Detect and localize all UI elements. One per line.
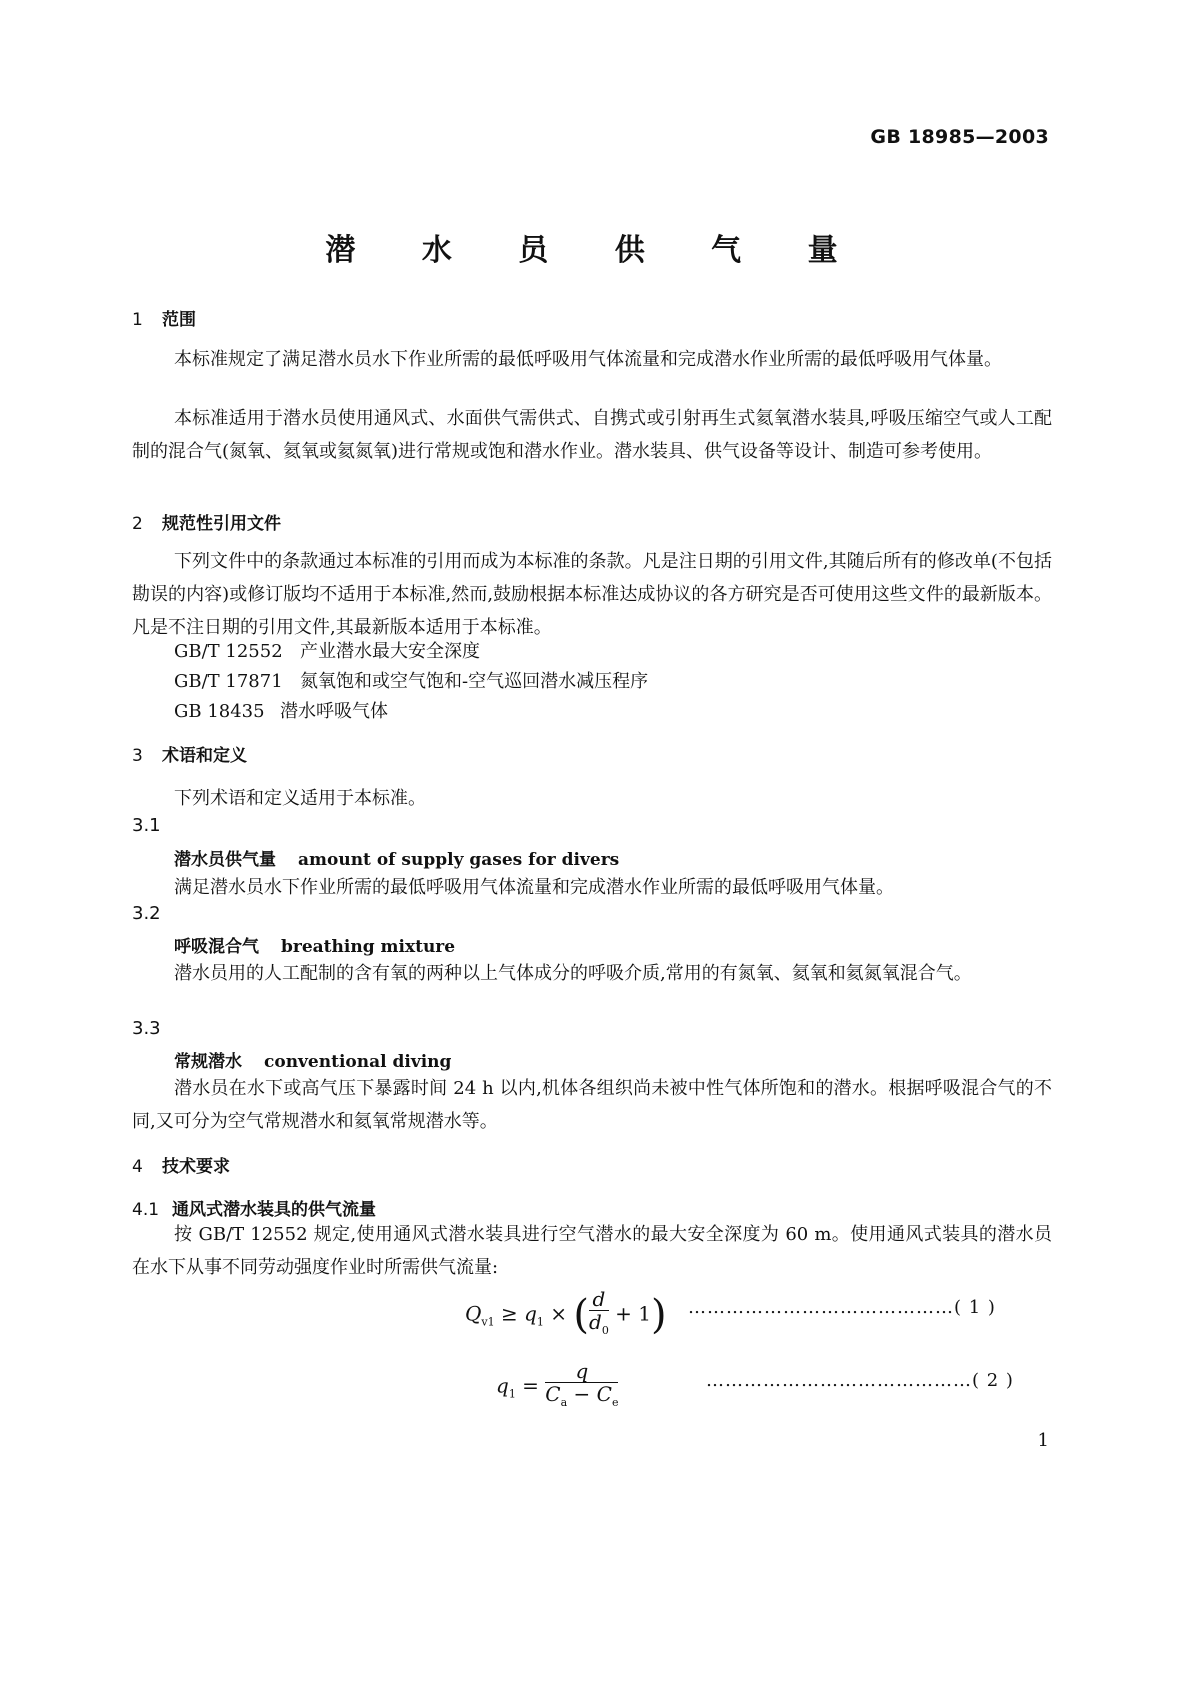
section-1-heading: [132, 305, 196, 330]
reference-code: GB/T 12552: [174, 641, 283, 662]
term-definition: 满足潜水员水下作业所需的最低呼吸用气体流量和完成潜水作业所需的最低呼吸用气体量。: [174, 877, 894, 898]
page-title: 潜 水 员 供 气 量: [325, 233, 866, 268]
section-4-heading: [132, 1152, 230, 1177]
section-number: 1: [132, 310, 143, 330]
reference-code: GB 18435: [174, 701, 265, 722]
section-title: 技术要求: [162, 1157, 230, 1177]
reference-item: [174, 697, 388, 723]
term-heading: [174, 1047, 451, 1072]
formula-2: $q_1$ = $\frac{q}{C_a - C_e}$: [496, 1359, 619, 1409]
page-number: 1: [1037, 1430, 1049, 1451]
section-1-paragraph-2: 本标准适用于潜水员使用通风式、水面供气需供式、自携式或引射再生式氦氧潜水装具,呼吸压缩空气或人工配制的混合气(氮氧、氦氧或氦氮氧)进行常规或饱和潜水作业。潜水装具、供气设备等设计、制造可参考使用。: [132, 408, 1052, 462]
section-2-heading: [132, 509, 281, 534]
term-number: 3.3: [132, 1018, 161, 1039]
term-heading: [174, 932, 455, 957]
reference-item: [174, 667, 648, 693]
section-title: 通风式潜水装具的供气流量: [172, 1200, 376, 1220]
section-2-paragraph-1: 下列文件中的条款通过本标准的引用而成为本标准的条款。凡是注日期的引用文件,其随后所有的修改单(不包括勘误的内容)或修订版均不适用于本标准,然而,鼓励根据本标准达成协议的各方研究是否可使用这些文件的最新版本。凡是不注日期的引用文件,其最新版本适用于本标准。: [132, 551, 1052, 638]
section-4-1-paragraph-1: 按 GB/T 12552 规定,使用通风式潜水装具进行空气潜水的最大安全深度为 60 m。使用通风式装具的潜水员在水下从事不同劳动强度作业时所需供气流量:: [132, 1224, 1052, 1278]
section-title: 术语和定义: [162, 746, 247, 766]
term-chinese: 呼吸混合气: [174, 937, 259, 957]
term-english: breathing mixture: [281, 937, 456, 957]
section-3-heading: [132, 741, 247, 766]
term-definition: 潜水员在水下或高气压下暴露时间 24 h 以内,机体各组织尚未被中性气体所饱和的潜水。根据呼吸混合气的不同,又可分为空气常规潜水和氦氧常规潜水等。: [132, 1078, 1052, 1132]
formula-1: $Q_{v1} \ge q_1$ × ( $\frac{d}{d_0}$ + 1): [465, 1287, 667, 1338]
term-chinese: 潜水员供气量: [174, 850, 276, 870]
section-4-1-heading: [132, 1195, 376, 1220]
term-english: conventional diving: [264, 1052, 452, 1072]
standard-number: GB 18985—2003: [870, 126, 1049, 148]
section-3-paragraph-1: 下列术语和定义适用于本标准。: [174, 788, 426, 809]
section-number: 4: [132, 1157, 143, 1177]
term-english: amount of supply gases for divers: [298, 850, 620, 870]
reference-title: 氮氧饱和或空气饱和-空气巡回潜水减压程序: [300, 671, 649, 692]
reference-title: 潜水呼吸气体: [280, 701, 388, 722]
reference-title: 产业潜水最大安全深度: [300, 641, 480, 662]
section-number: 3: [132, 746, 143, 766]
section-title: 范围: [162, 310, 196, 330]
term-chinese: 常规潜水: [174, 1052, 242, 1072]
section-title: 规范性引用文件: [162, 514, 281, 534]
section-number: 4.1: [132, 1200, 160, 1220]
reference-item: [174, 637, 480, 663]
term-number: 3.1: [132, 815, 161, 836]
formula-1-number: ……………………………………( 1 ): [688, 1297, 996, 1318]
reference-code: GB/T 17871: [174, 671, 283, 692]
term-definition: 潜水员用的人工配制的含有氧的两种以上气体成分的呼吸介质,常用的有氮氧、氦氧和氦氮氧混合气。: [174, 963, 972, 984]
section-number: 2: [132, 514, 143, 534]
formula-2-number: ……………………………………( 2 ): [706, 1370, 1014, 1391]
section-1-paragraph-1: 本标准规定了满足潜水员水下作业所需的最低呼吸用气体流量和完成潜水作业所需的最低呼吸用气体量。: [174, 349, 1002, 370]
term-number: 3.2: [132, 903, 161, 924]
term-heading: [174, 845, 619, 870]
